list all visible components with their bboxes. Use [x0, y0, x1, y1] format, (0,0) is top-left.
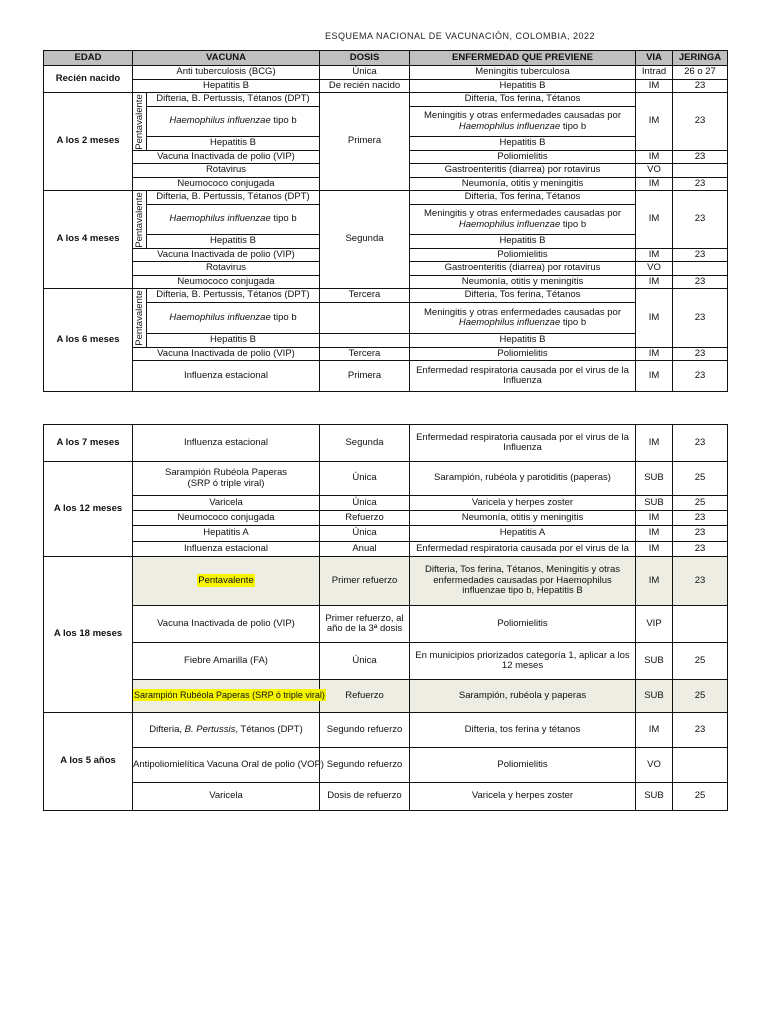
dose-cell: Única — [320, 462, 410, 496]
dose-cell: Primer refuerzo — [320, 557, 410, 606]
vaccine-cell: Influenza estacional — [133, 361, 320, 392]
dose-cell: Única — [320, 643, 410, 680]
table-row — [44, 93, 728, 107]
vaccine-cell: Hepatitis B — [147, 334, 320, 348]
syringe-cell: 23 — [673, 526, 728, 542]
table-row — [44, 606, 728, 643]
disease-cell: Meningitis tuberculosa — [410, 66, 636, 80]
disease-cell: Varicela y herpes zoster — [410, 783, 636, 811]
vaccine-cell: Hepatitis B — [147, 137, 320, 151]
table-row — [44, 66, 728, 80]
syringe-cell: 23 — [673, 249, 728, 262]
dose-cell: Dosis de refuerzo — [320, 783, 410, 811]
route-cell: IM — [636, 713, 673, 748]
route-cell: Intrad — [636, 66, 673, 80]
disease-cell: Meningitis y otras enfermedades causadas por Haemophilus influenzae tipo b — [410, 303, 636, 334]
syringe-cell — [673, 748, 728, 783]
vaccine-cell — [133, 680, 325, 713]
disease-cell: Enfermedad respiratoria causada por el virus de la Influenza — [410, 425, 636, 462]
syringe-cell — [673, 606, 728, 643]
route-cell: IM — [636, 249, 673, 262]
disease-cell: Poliomielitis — [410, 151, 636, 164]
table-row — [44, 425, 728, 462]
vaccine-cell: Vacuna Inactivada de polio (VIP) — [133, 348, 320, 361]
route-cell: IM — [636, 557, 673, 606]
syringe-cell: 23 — [673, 348, 728, 361]
dose-cell: Segunda — [320, 425, 410, 462]
dose-cell: Única — [320, 526, 410, 542]
partial-title: ESQUEMA NACIONAL DE VACUNACIÓN, COLOMBIA, 2022 — [325, 31, 596, 41]
disease-cell: Varicela y herpes zoster — [410, 496, 636, 511]
syringe-cell: 23 — [673, 511, 728, 526]
vaccine-cell: Varicela — [133, 783, 320, 811]
syringe-cell: 25 — [673, 680, 728, 713]
route-cell: IM — [636, 425, 673, 462]
disease-cell: Hepatitis A — [410, 526, 636, 542]
disease-cell: Poliomielitis — [410, 748, 636, 783]
dose-cell: Tercera — [320, 289, 410, 303]
disease-cell: Neumonía, otitis y meningitis — [410, 178, 636, 191]
vaccine-cell: Hepatitis B — [133, 80, 320, 93]
table-row — [44, 511, 728, 526]
vaccine-cell: Rotavirus — [133, 262, 320, 276]
age-cell: A los 7 meses — [44, 425, 133, 462]
highlighted-text: Pentavalente — [198, 574, 254, 586]
syringe-cell: 23 — [673, 361, 728, 392]
disease-cell: Meningitis y otras enfermedades causadas por Haemophilus influenzae tipo b — [410, 107, 636, 137]
disease-cell: Neumonía, otitis y meningitis — [410, 511, 636, 526]
pentavalente-group-label: Pentavalente — [133, 289, 147, 348]
route-cell: VO — [636, 164, 673, 178]
vaccine-cell: Influenza estacional — [133, 542, 320, 557]
syringe-cell: 23 — [673, 80, 728, 93]
table-row — [44, 783, 728, 811]
disease-cell: Meningitis y otras enfermedades causadas por Haemophilus influenzae tipo b — [410, 205, 636, 235]
disease-cell: Poliomielitis — [410, 606, 636, 643]
vaccine-cell: Vacuna Inactivada de polio (VIP) — [133, 151, 320, 164]
route-cell: IM — [636, 526, 673, 542]
route-cell: IM — [636, 276, 673, 289]
header-via: VIA — [636, 51, 673, 66]
dose-cell — [320, 303, 410, 334]
syringe-cell: 23 — [673, 713, 728, 748]
route-cell: SUB — [636, 783, 673, 811]
disease-cell: Gastroenteritis (diarrea) por rotavirus — [410, 262, 636, 276]
pentavalente-group-label: Pentavalente — [133, 93, 147, 151]
highlighted-text: Sarampión Rubéola Paperas (SRP ó triple viral) — [134, 690, 325, 701]
disease-cell: Hepatitis B — [410, 334, 636, 348]
age-cell: A los 4 meses — [44, 191, 133, 289]
disease-cell: Poliomielitis — [410, 249, 636, 262]
syringe-cell: 23 — [673, 178, 728, 191]
dose-cell: Única — [320, 496, 410, 511]
age-cell: A los 18 meses — [44, 557, 133, 713]
dose-cell: De recién nacido — [320, 80, 410, 93]
header-edad: EDAD — [44, 51, 133, 66]
route-cell: IM — [636, 151, 673, 164]
syringe-cell: 23 — [673, 425, 728, 462]
syringe-cell: 25 — [673, 462, 728, 496]
age-cell: Recién nacido — [44, 66, 133, 93]
dose-cell: Primer refuerzo, al año de la 3ª dosis — [320, 606, 410, 643]
vaccination-table-part-1 — [43, 50, 728, 392]
vaccine-cell: Hepatitis A — [133, 526, 320, 542]
disease-cell: Neumonía, otitis y meningitis — [410, 276, 636, 289]
vaccine-cell: Hepatitis B — [147, 235, 320, 249]
vaccine-cell: Haemophilus influenzae tipo b — [147, 303, 320, 334]
route-cell: IM — [636, 93, 673, 151]
route-cell: IM — [636, 191, 673, 249]
vaccine-cell: Neumococo conjugada — [133, 511, 320, 526]
disease-cell: Difteria, Tos ferina, Tétanos — [410, 93, 636, 107]
dose-cell — [320, 334, 410, 348]
table-row — [44, 361, 728, 392]
vaccine-cell: Neumococo conjugada — [133, 276, 320, 289]
syringe-cell: 25 — [673, 783, 728, 811]
table-row — [44, 713, 728, 748]
route-cell: IM — [636, 542, 673, 557]
route-cell: SUB — [636, 680, 673, 713]
syringe-cell: 23 — [673, 276, 728, 289]
table-row — [44, 526, 728, 542]
vaccine-cell: Haemophilus influenzae tipo b — [147, 205, 320, 235]
dose-cell: Segunda — [320, 191, 410, 289]
vaccine-cell: Vacuna Inactivada de polio (VIP) — [133, 606, 320, 643]
vaccine-cell: Difteria, B. Pertussis, Tétanos (DPT) — [147, 191, 320, 205]
table-row — [44, 557, 728, 606]
route-cell: IM — [636, 361, 673, 392]
vaccine-cell: Anti tuberculosis (BCG) — [133, 66, 320, 80]
vaccine-cell: Difteria, B. Pertussis, Tétanos (DPT) — [147, 289, 320, 303]
disease-cell: Gastroenteritis (diarrea) por rotavirus — [410, 164, 636, 178]
disease-cell: Difteria, Tos ferina, Tétanos — [410, 191, 636, 205]
syringe-cell — [673, 164, 728, 178]
route-cell: SUB — [636, 496, 673, 511]
vaccine-cell: Difteria, B. Pertussis, Tétanos (DPT) — [147, 93, 320, 107]
route-cell: VO — [636, 262, 673, 276]
table-row — [44, 80, 728, 93]
pentavalente-group-label: Pentavalente — [133, 191, 147, 249]
header-dosis: DOSIS — [320, 51, 410, 66]
vaccine-cell: Neumococo conjugada — [133, 178, 320, 191]
syringe-cell: 25 — [673, 643, 728, 680]
syringe-cell: 23 — [673, 151, 728, 164]
table-row — [44, 643, 728, 680]
syringe-cell: 23 — [673, 93, 728, 151]
table-row — [44, 680, 728, 713]
header-vacuna: VACUNA — [133, 51, 320, 66]
route-cell: VIP — [636, 606, 673, 643]
vaccine-cell: Vacuna Inactivada de polio (VIP) — [133, 249, 320, 262]
dose-cell: Primera — [320, 93, 410, 191]
syringe-cell: 23 — [673, 542, 728, 557]
vaccine-cell: Varicela — [133, 496, 320, 511]
disease-cell: Sarampión, rubéola y paperas — [410, 680, 636, 713]
header-row — [44, 51, 728, 66]
table-row — [44, 191, 728, 205]
disease-cell: Difteria, tos ferina y tétanos — [410, 713, 636, 748]
syringe-cell: 25 — [673, 496, 728, 511]
disease-cell: Enfermedad respiratoria causada por el virus de la — [410, 542, 636, 557]
table-row — [44, 748, 728, 783]
syringe-cell — [673, 262, 728, 276]
disease-cell: En municipios priorizados categoría 1, aplicar a los 12 meses — [410, 643, 636, 680]
dose-cell: Refuerzo — [320, 680, 410, 713]
table-row — [44, 496, 728, 511]
dose-cell: Segundo refuerzo — [320, 713, 410, 748]
route-cell: IM — [636, 511, 673, 526]
disease-cell: Poliomielitis — [410, 348, 636, 361]
route-cell: SUB — [636, 643, 673, 680]
disease-cell: Difteria, Tos ferina, Tétanos, Meningitis y otras enfermedades causadas por Haemophilus influenzae tipo b, Hepatitis B — [410, 557, 636, 606]
disease-cell: Sarampión, rubéola y parotiditis (paperas) — [410, 462, 636, 496]
age-cell: A los 12 meses — [44, 462, 133, 557]
syringe-cell: 26 o 27 — [673, 66, 728, 80]
dose-cell: Primera — [320, 361, 410, 392]
header-enfermedad: ENFERMEDAD QUE PREVIENE — [410, 51, 636, 66]
vaccine-cell — [133, 557, 320, 606]
disease-cell: Hepatitis B — [410, 137, 636, 151]
syringe-cell: 23 — [673, 191, 728, 249]
route-cell: IM — [636, 178, 673, 191]
route-cell: SUB — [636, 462, 673, 496]
dose-cell: Segundo refuerzo — [320, 748, 410, 783]
vaccine-cell: Difteria, B. Pertussis, Tétanos (DPT) — [133, 713, 320, 748]
vaccine-cell: Haemophilus influenzae tipo b — [147, 107, 320, 137]
route-cell: IM — [636, 348, 673, 361]
vaccine-cell: Antipoliomielítica Vacuna Oral de polio (VOP) — [133, 748, 320, 783]
dose-cell: Anual — [320, 542, 410, 557]
age-cell: A los 6 meses — [44, 289, 133, 392]
table-row — [44, 542, 728, 557]
disease-cell: Enfermedad respiratoria causada por el virus de la Influenza — [410, 361, 636, 392]
dose-cell: Refuerzo — [320, 511, 410, 526]
dose-cell: Única — [320, 66, 410, 80]
syringe-cell: 23 — [673, 289, 728, 348]
vaccination-table-part-2 — [43, 424, 728, 811]
table-row — [44, 289, 728, 303]
vaccine-cell: Sarampión Rubéola Paperas (SRP ó triple viral) — [133, 462, 320, 496]
disease-cell: Hepatitis B — [410, 235, 636, 249]
disease-cell: Difteria, Tos ferina, Tétanos — [410, 289, 636, 303]
table-row — [44, 348, 728, 361]
table-row — [44, 462, 728, 496]
syringe-cell: 23 — [673, 557, 728, 606]
header-jeringa: JERINGA — [673, 51, 728, 66]
age-cell: A los 5 años — [44, 713, 133, 811]
vaccine-cell: Influenza estacional — [133, 425, 320, 462]
dose-cell: Tercera — [320, 348, 410, 361]
route-cell: IM — [636, 80, 673, 93]
disease-cell: Hepatitis B — [410, 80, 636, 93]
vaccine-cell: Rotavirus — [133, 164, 320, 178]
age-cell: A los 2 meses — [44, 93, 133, 191]
vaccine-cell: Fiebre Amarilla (FA) — [133, 643, 320, 680]
route-cell: VO — [636, 748, 673, 783]
route-cell: IM — [636, 289, 673, 348]
